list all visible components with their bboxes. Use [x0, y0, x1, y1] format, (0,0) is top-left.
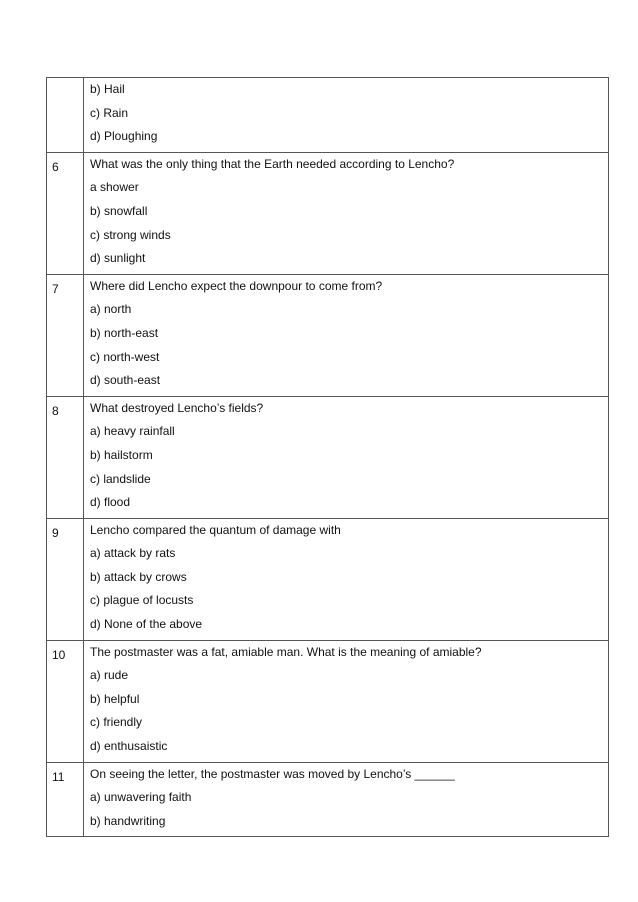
- answer-option: c) friendly: [90, 715, 143, 730]
- answer-option: d) Ploughing: [90, 129, 158, 144]
- question-row: [47, 274, 609, 396]
- answer-option: b) hailstorm: [90, 447, 153, 462]
- question-number: [47, 78, 84, 153]
- question-row: [47, 640, 609, 762]
- question-number: 6: [47, 152, 84, 274]
- question-row: [47, 518, 609, 640]
- answer-option: b) helpful: [90, 691, 140, 706]
- question-content: [84, 640, 609, 762]
- answer-option: a) attack by rats: [90, 546, 176, 561]
- question-content: [84, 152, 609, 274]
- question-text: Where did Lencho expect the downpour to come from?: [90, 278, 383, 293]
- answer-option: d) None of the above: [90, 617, 203, 632]
- question-table: [46, 77, 609, 837]
- answer-option: a) north: [90, 302, 132, 317]
- question-row: [47, 152, 609, 274]
- question-number: 11: [47, 762, 84, 837]
- answer-option: a) heavy rainfall: [90, 424, 175, 439]
- question-text: On seeing the letter, the postmaster was moved by Lencho’s ______: [90, 766, 455, 781]
- answer-option: c) north-west: [90, 349, 160, 364]
- question-number: 10: [47, 640, 84, 762]
- answer-option: b) snowfall: [90, 203, 148, 218]
- answer-option: d) sunlight: [90, 251, 146, 266]
- question-content: [84, 396, 609, 518]
- question-table-body: [47, 78, 609, 837]
- answer-option: c) plague of locusts: [90, 593, 194, 608]
- question-text: What was the only thing that the Earth needed according to Lencho?: [90, 156, 455, 171]
- question-row: [47, 762, 609, 837]
- question-content: [84, 78, 609, 153]
- question-number: 9: [47, 518, 84, 640]
- question-content: [84, 762, 609, 837]
- question-text: What destroyed Lencho’s fields?: [90, 400, 264, 415]
- answer-option: d) flood: [90, 495, 131, 510]
- question-text: The postmaster was a fat, amiable man. What is the meaning of amiable?: [90, 644, 482, 659]
- answer-option: b) north-east: [90, 325, 159, 340]
- answer-option: d) south-east: [90, 373, 161, 388]
- question-content: [84, 274, 609, 396]
- answer-option: c) strong winds: [90, 227, 171, 242]
- question-row: [47, 78, 609, 153]
- answer-option: a shower: [90, 180, 139, 195]
- answer-option: a) unwavering faith: [90, 790, 192, 805]
- answer-option: b) Hail: [90, 82, 125, 96]
- answer-option: b) attack by crows: [90, 569, 187, 584]
- question-number: 7: [47, 274, 84, 396]
- question-row: [47, 396, 609, 518]
- question-text: Lencho compared the quantum of damage with: [90, 522, 341, 537]
- answer-option: d) enthusaistic: [90, 739, 168, 754]
- question-content: [84, 518, 609, 640]
- answer-option: b) handwriting: [90, 813, 166, 828]
- answer-option: c) Rain: [90, 105, 129, 120]
- answer-option: a) rude: [90, 668, 129, 683]
- question-number: 8: [47, 396, 84, 518]
- answer-option: c) landslide: [90, 471, 151, 486]
